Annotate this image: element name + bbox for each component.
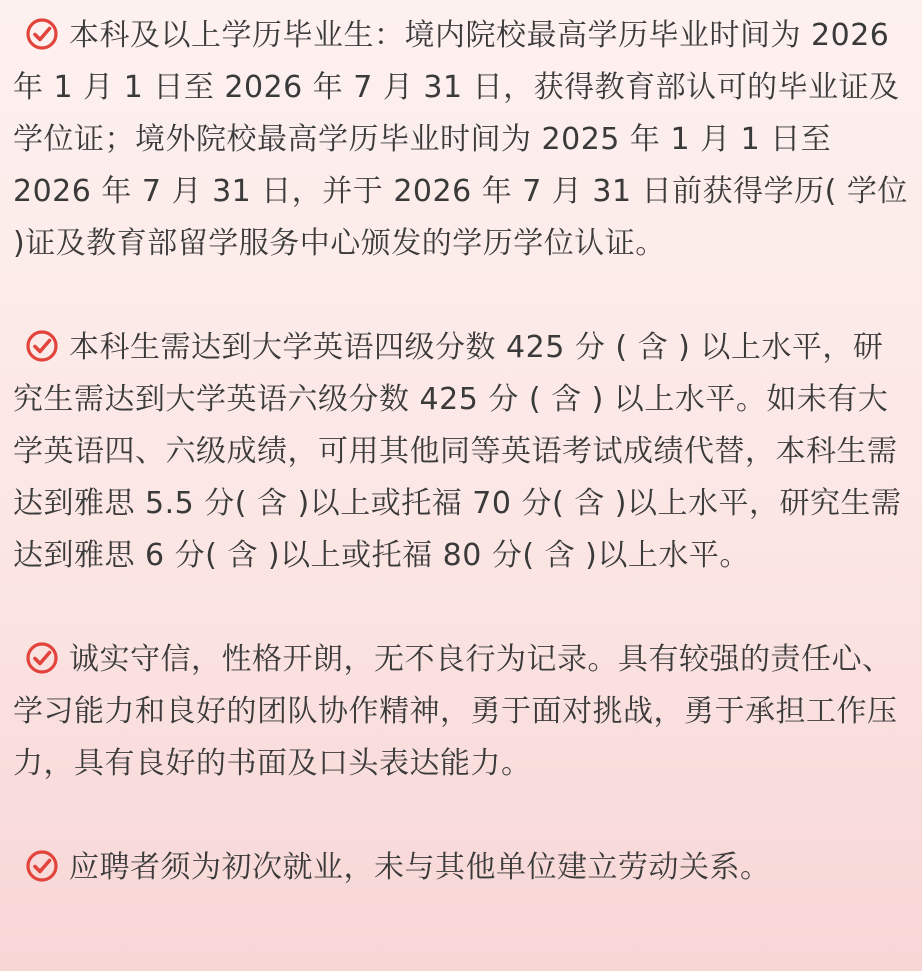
check-circle-icon — [25, 849, 59, 883]
requirement-character — [13, 634, 913, 790]
requirement-text: 本科及以上学历毕业生：境内院校最高学历毕业时间为 2026 年 1 月 1 日至 2026 年 7 月 31 日，获得教育部认可的毕业证及学位证；境外院校最高学历毕业时间为 2025 年 1 月 1 日至 2026 年 7 月 31 日，并于 2026 年 7 月 31 日前获得学历( 学位 )证及教育部留学服务中心颁发的学历学位认证。 — [13, 18, 908, 261]
requirements-list — [13, 10, 913, 894]
requirement-text: 诚实守信，性格开朗，无不良行为记录。具有较强的责任心、学习能力和良好的团队协作精神，勇于面对挑战，勇于承担工作压力，具有良好的书面及口头表达能力。 — [13, 642, 898, 781]
check-circle-icon — [25, 641, 59, 675]
requirement-text: 本科生需达到大学英语四级分数 425 分 ( 含 ) 以上水平，研究生需达到大学英语六级分数 425 分 ( 含 ) 以上水平。如未有大学英语四、六级成绩，可用其他同等英语考试成绩代替，本科生需达到雅思 5.5 分( 含 )以上或托福 70 分( 含 )以上水平，研究生需达到雅思 6 分( 含 )以上或托福 80 分( 含 )以上水平。 — [13, 330, 902, 573]
requirement-education — [13, 10, 913, 270]
requirement-first-employment — [13, 842, 913, 894]
requirement-english — [13, 322, 913, 582]
check-circle-icon — [25, 329, 59, 363]
requirement-text: 应聘者须为初次就业，未与其他单位建立劳动关系。 — [69, 850, 771, 885]
check-circle-icon — [25, 17, 59, 51]
